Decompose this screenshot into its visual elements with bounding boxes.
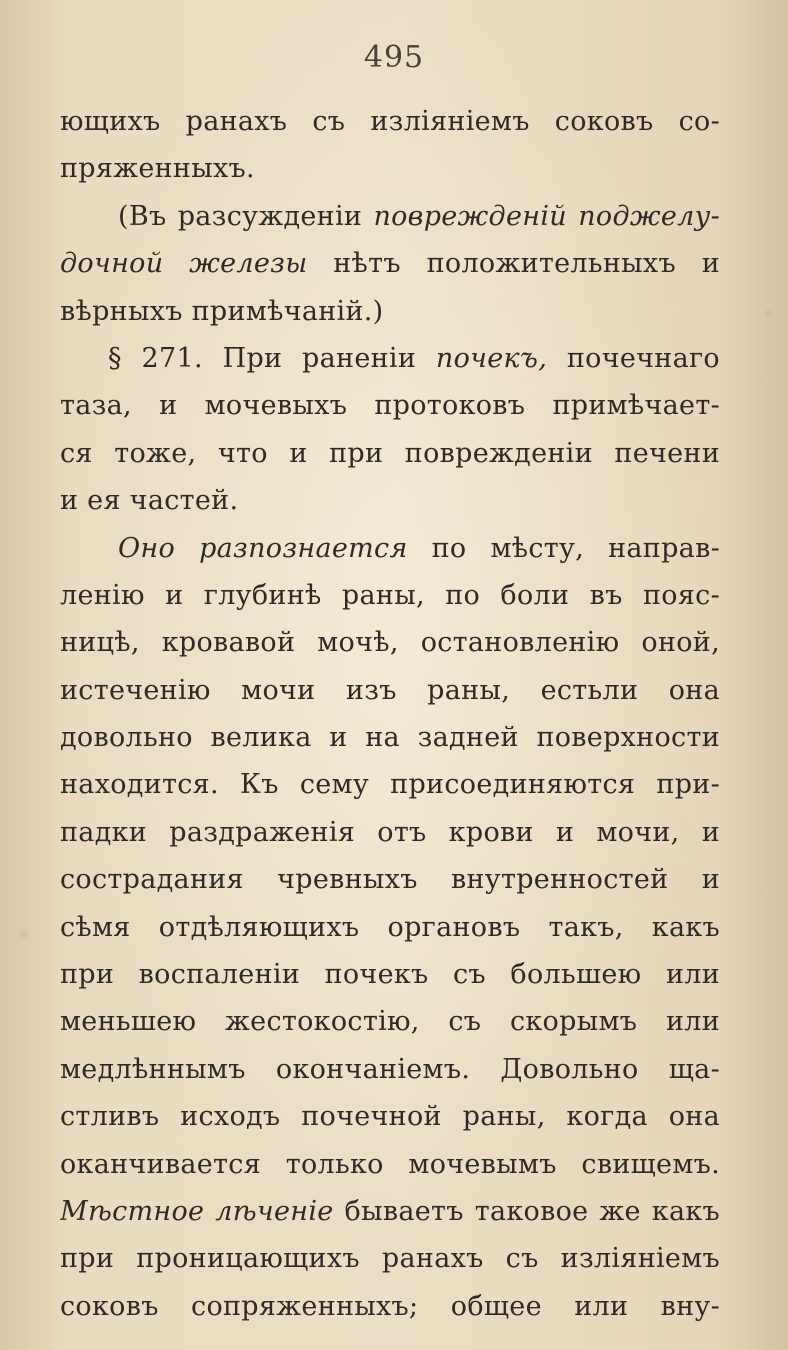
text-line [60, 904, 720, 951]
text-line [60, 714, 720, 761]
body-text [60, 98, 720, 1330]
text-line [60, 335, 720, 382]
italic-term: Оно разпознается [118, 532, 408, 564]
italic-term: Мѣстное лѣченіе [60, 1195, 334, 1227]
italic-term: почекъ, [435, 342, 548, 374]
text-segment: сострадания чревныхъ внутренностей и [60, 864, 720, 896]
text-line [60, 477, 720, 524]
italic-term: поврежденій поджелу- [373, 200, 720, 232]
text-line [60, 1141, 720, 1188]
text-segment: оканчивается только мочевымъ свищемъ. [60, 1148, 720, 1180]
text-segment: довольно велика и на задней поверхности [60, 722, 720, 754]
text-line [60, 951, 720, 998]
text-line [60, 145, 720, 192]
text-line [60, 525, 720, 572]
text-segment: истеченію мочи изъ раны, естьли она [60, 674, 720, 706]
text-line [60, 572, 720, 619]
text-segment: соковъ сопряженныхъ; общее или вну- [60, 1290, 720, 1322]
text-line [60, 1235, 720, 1282]
text-line [60, 1188, 720, 1235]
text-line [60, 761, 720, 808]
text-line [60, 240, 720, 287]
text-segment: падки раздраженія отъ крови и мочи, и [60, 816, 720, 848]
text-line [60, 1046, 720, 1093]
text-segment: при проницающихъ ранахъ съ изліяніемъ [60, 1243, 720, 1275]
text-segment: меньшею жестокостію, съ скорымъ или [60, 1006, 720, 1038]
text-segment: нѣтъ положительныхъ и [307, 248, 720, 280]
text-segment: (Въ разсужденіи [118, 200, 374, 232]
text-line [60, 1283, 720, 1330]
text-segment: по мѣсту, направ- [407, 532, 720, 564]
text-segment: таза, и мочевыхъ протоковъ примѣчает- [60, 390, 720, 422]
text-segment: при воспаленіи почекъ съ большею или [60, 959, 720, 991]
text-segment: бываетъ таковое же какъ [333, 1195, 720, 1227]
paper-stain [20, 930, 28, 938]
text-line [60, 430, 720, 477]
text-line [60, 619, 720, 666]
text-segment: почечнаго [547, 342, 720, 374]
text-line [60, 288, 720, 335]
text-segment: пряженныхъ. [60, 153, 255, 185]
text-segment: находится. Къ сему присоединяются при- [60, 769, 720, 801]
text-segment: стливъ исходъ почечной раны, когда она [60, 1101, 720, 1133]
text-line [60, 1093, 720, 1140]
italic-term: дочной железы [60, 248, 308, 280]
text-line [60, 382, 720, 429]
paper-stain [765, 310, 772, 317]
text-segment: § 271. При раненіи [108, 342, 436, 374]
text-segment: и ея частей. [60, 485, 239, 517]
text-line [60, 809, 720, 856]
text-segment: вѣрныхъ примѣчаній.) [60, 295, 384, 327]
text-line [60, 667, 720, 714]
text-line [60, 998, 720, 1045]
text-segment: ющихъ ранахъ съ изліяніемъ соковъ со- [60, 106, 720, 137]
page-number: 495 [363, 40, 425, 75]
text-segment: ленію и глубинѣ раны, по боли въ пояс- [60, 579, 720, 611]
text-segment: ся тоже, что и при поврежденіи печени [60, 437, 720, 469]
text-segment: медлѣннымъ окончаніемъ. Довольно ща- [60, 1053, 720, 1085]
text-line [60, 193, 720, 240]
text-segment: сѣмя отдѣляющихъ органовъ такъ, какъ [60, 911, 720, 943]
text-line [60, 98, 720, 145]
text-line [60, 856, 720, 903]
text-segment: ницѣ, кровавой мочѣ, остановленію оной, [60, 627, 720, 659]
